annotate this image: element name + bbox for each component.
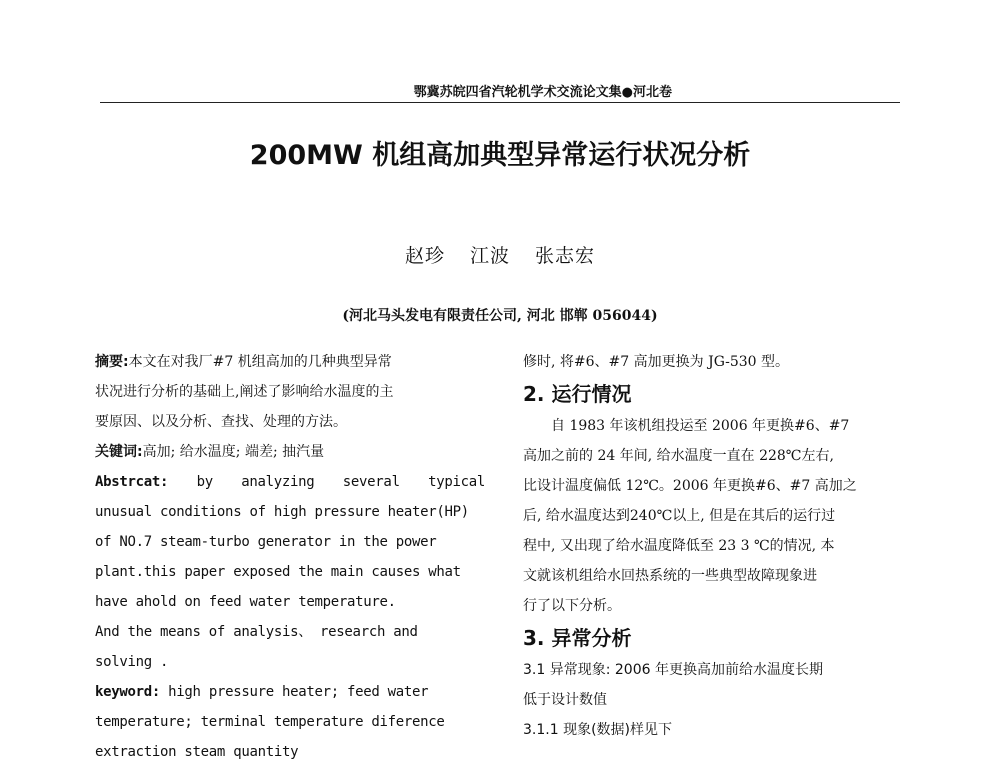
keywords-en-text: high pressure heater; feed water <box>168 684 429 700</box>
section-3-1-line: 低于设计数值 <box>523 692 607 708</box>
section-3-1-1-line: 3.1.1 现象(数据)样见下 <box>523 722 672 738</box>
abstract-cn-line: 状况进行分析的基础上,阐述了影响给水温度的主 <box>95 384 394 400</box>
abstract-cn-line: 要原因、以及分析、查找、处理的方法。 <box>95 414 347 430</box>
abstract-en-line: unusual conditions of high pressure heater(HP) <box>95 504 469 520</box>
section-2-line: 高加之前的 24 年间, 给水温度一直在 228℃左右, <box>523 448 834 464</box>
abstract-en-line <box>95 467 485 497</box>
keywords-en-line: temperature; terminal temperature diference <box>95 714 445 730</box>
abstract-en-line: have ahold on feed water temperature. <box>95 594 396 610</box>
keywords-en-line: extraction steam quantity <box>95 744 299 760</box>
running-header <box>100 84 900 103</box>
right-column <box>523 347 918 745</box>
running-header-text: 鄂冀苏皖四省汽轮机学术交流论文集●河北卷 <box>413 85 672 100</box>
abstract-en-line: of NO.7 steam-turbo generator in the power <box>95 534 437 550</box>
section-2-line: 自 1983 年该机组投运至 2006 年更换#6、#7 <box>551 418 850 434</box>
section-2-heading: 2. 运行情况 <box>523 382 632 406</box>
paper-title: 200MW 机组高加典型异常运行状况分析 <box>249 140 751 171</box>
section-2-line: 行了以下分析。 <box>523 598 621 614</box>
section-3-heading: 3. 异常分析 <box>523 626 632 650</box>
keywords-en-label: keyword: <box>95 684 161 700</box>
abstract-en-line: And the means of analysis、 research and <box>95 624 418 640</box>
section-3-1-line: 3.1 异常现象: 2006 年更换高加前给水温度长期 <box>523 662 823 678</box>
abstract-en-line: plant.this paper exposed the main causes what <box>95 564 461 580</box>
keywords-en-line <box>95 677 485 707</box>
section-2-line: 程中, 又出现了给水温度降低至 23 3 ℃的情况, 本 <box>523 538 835 554</box>
abstract-en-label: Abstrcat: <box>95 474 169 490</box>
abstract-cn-line <box>95 347 485 377</box>
abstract-en-text: by analyzing several typical <box>196 474 485 490</box>
keywords-cn-text: 高加; 给水温度; 端差; 抽汽量 <box>142 444 325 460</box>
keywords-cn-label: 关键词: <box>95 444 143 460</box>
paper-affiliation: (河北马头发电有限责任公司, 河北 邯郸 056044) <box>342 308 658 324</box>
section-2-line: 文就该机组给水回热系统的一些典型故障现象进 <box>523 568 817 584</box>
section-2-line: 后, 给水温度达到240℃以上, 但是在其后的运行过 <box>523 508 836 524</box>
section-2-line: 比设计温度偏低 12℃。2006 年更换#6、#7 高加之 <box>523 478 857 494</box>
left-column <box>95 347 485 767</box>
abstract-en-line: solving . <box>95 654 169 670</box>
intro-line: 修时, 将#6、#7 高加更换为 JG-530 型。 <box>523 354 790 370</box>
paper-authors: 赵珍 江波 张志宏 <box>404 245 596 267</box>
keywords-cn-line <box>95 437 485 467</box>
abstract-cn-text: 本文在对我厂#7 机组高加的几种典型异常 <box>128 354 392 370</box>
abstract-cn-label: 摘要: <box>95 354 129 370</box>
